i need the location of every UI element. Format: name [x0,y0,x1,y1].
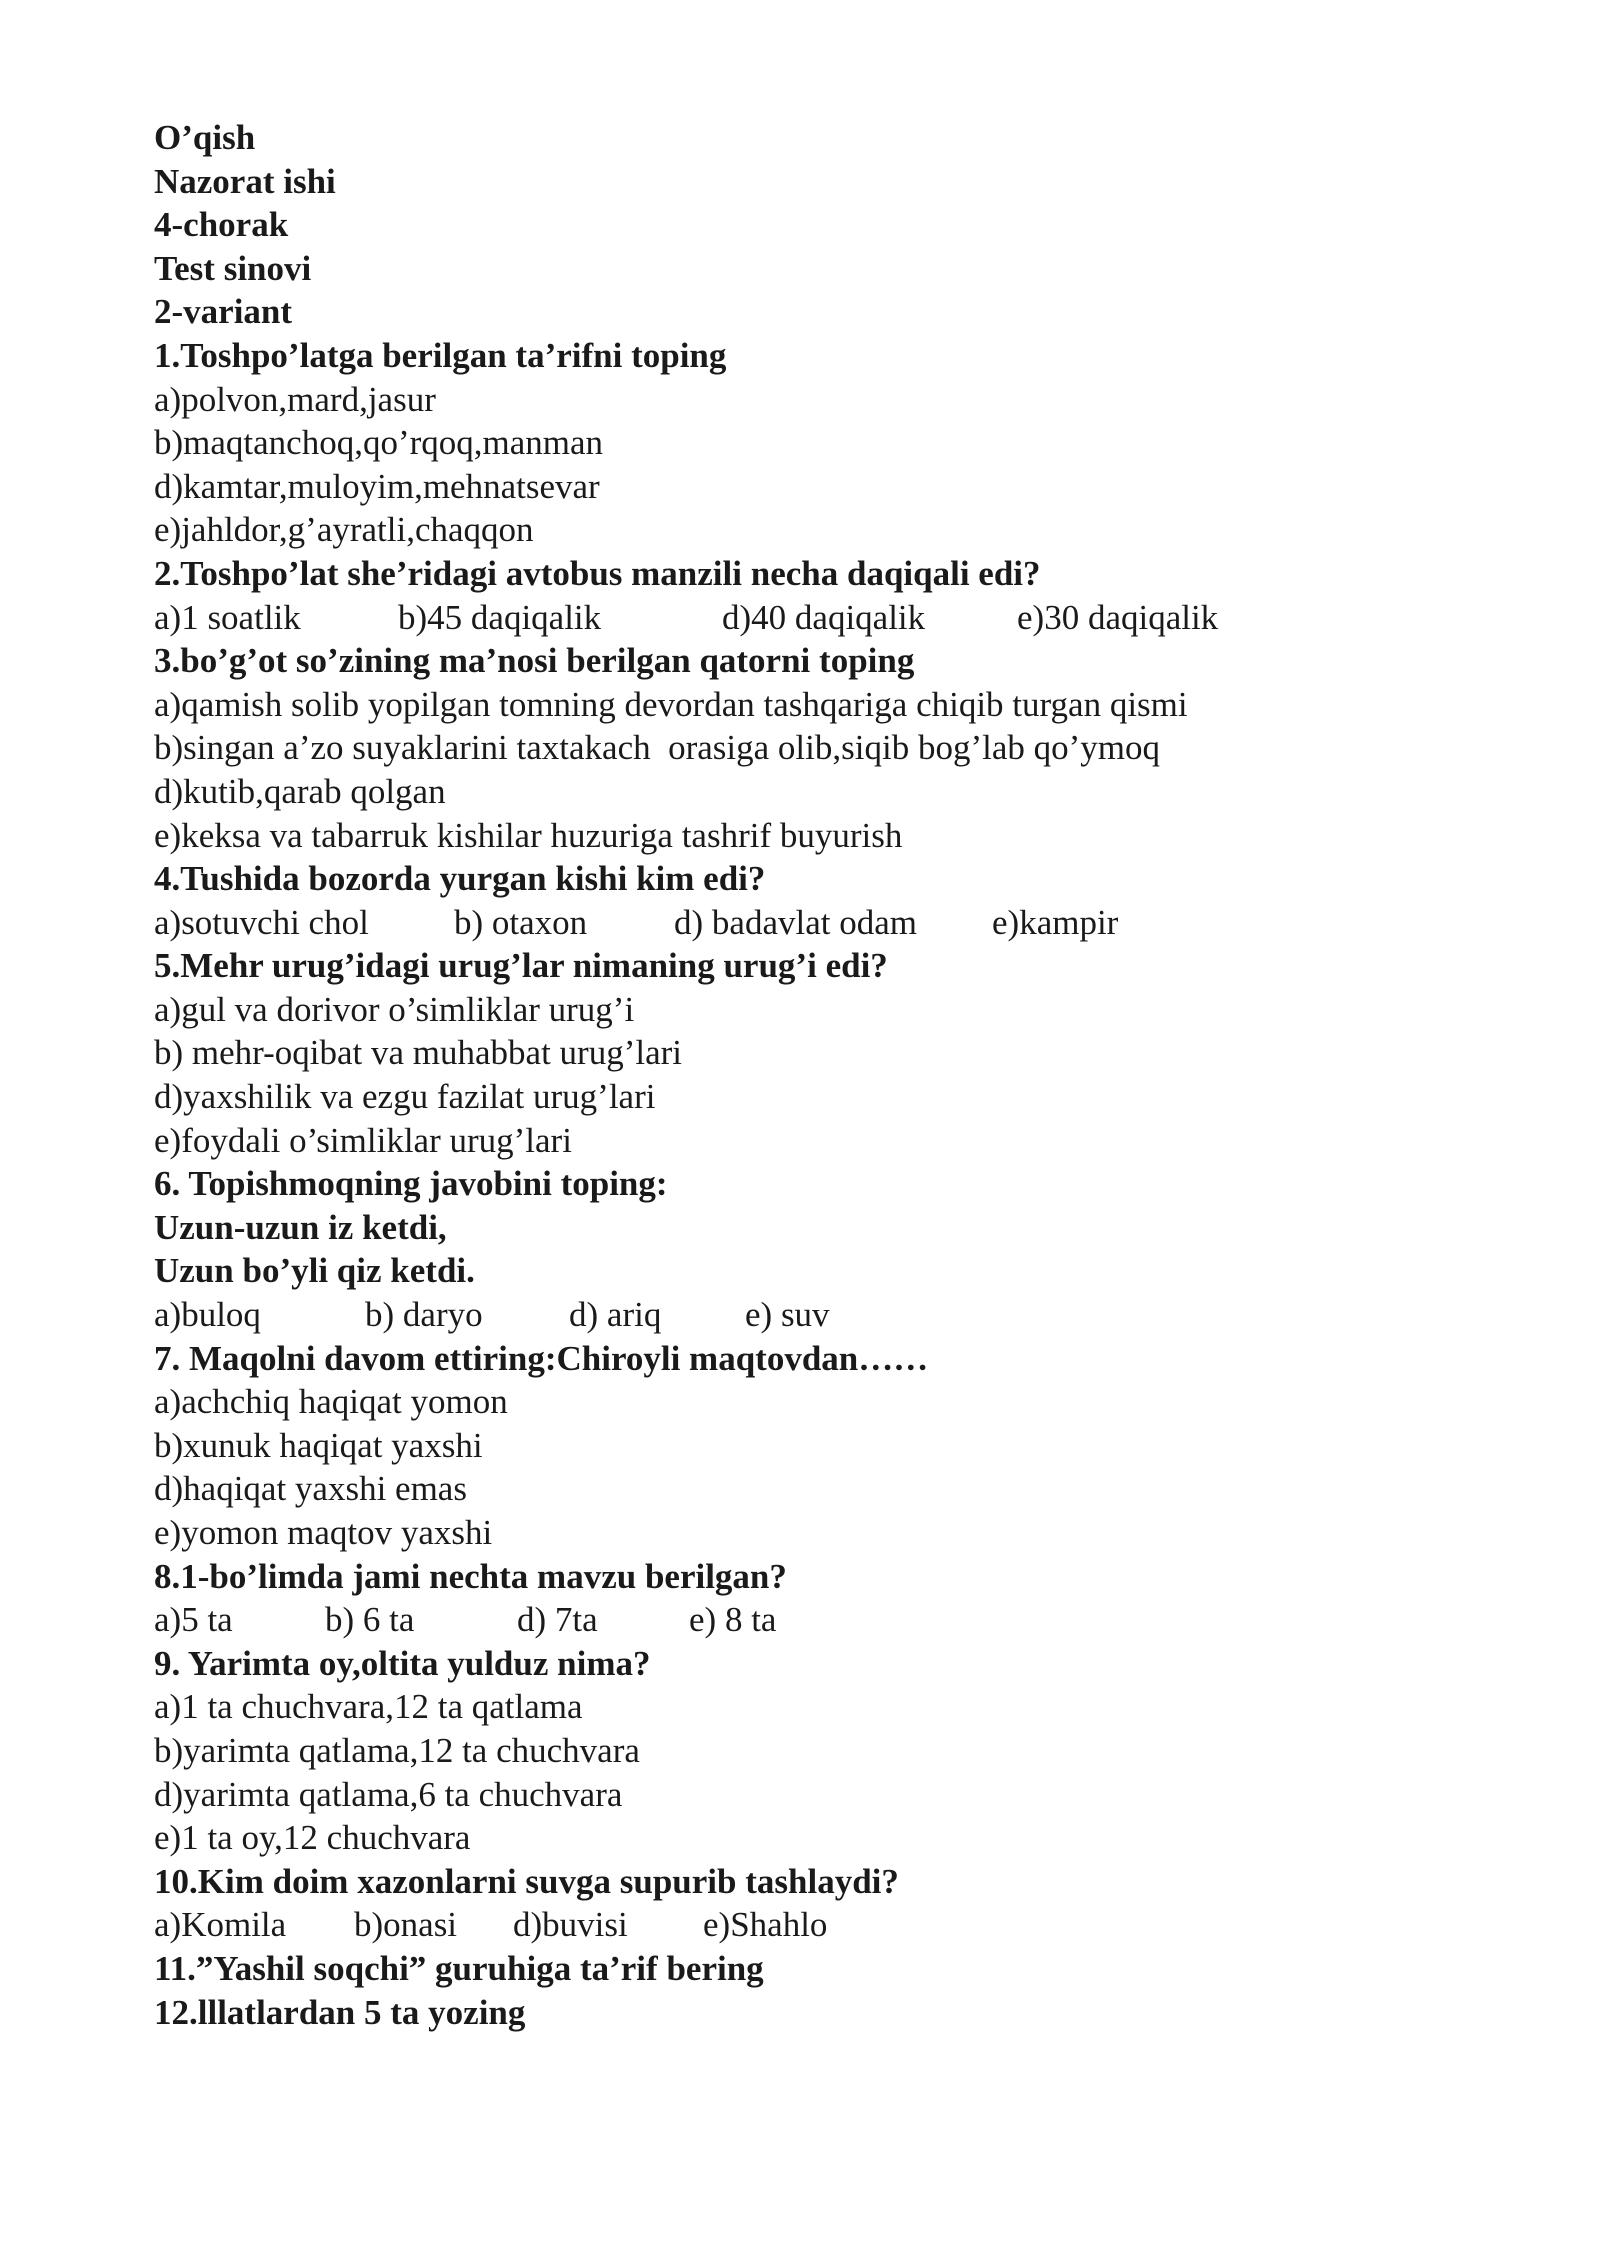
question-10: 10.Kim doim xazonlarni suvga supurib tashlaydi? [154,1861,899,1901]
q7-option-d: d)haqiqat yaxshi emas [154,1469,467,1509]
quarter-label: 4-chorak [154,205,289,245]
q2-option-d: d)40 daqiqalik [722,597,926,637]
q9-option-e: e)1 ta oy,12 chuchvara [154,1818,471,1858]
q8-options-row [154,1598,1554,1642]
q4-option-e: e)kampir [992,902,1119,942]
q8-option-b: b) 6 ta [325,1600,415,1640]
q7-option-e: e)yomon maqtov yaxshi [154,1513,493,1552]
q3-option-d: d)kutib,qarab qolgan [154,771,446,811]
q10-option-d: d)buvisi [513,1905,628,1945]
q6-option-a: a)buloq [154,1295,261,1335]
q2-options-row [154,596,1554,640]
q4-option-d: d) badavlat odam [674,902,917,942]
q10-option-a: a)Komila [154,1905,287,1945]
document-page [154,116,1554,2034]
q8-option-e: e) 8 ta [689,1600,777,1640]
q6-options-row [154,1293,1554,1337]
question-5: 5.Mehr urug’idagi urug’lar nimaning urug’i edi? [154,946,888,986]
q4-option-a: a)sotuvchi chol [154,902,369,942]
q6-option-b: b) daryo [365,1295,483,1335]
q1-option-d: d)kamtar,muloyim,mehnatsevar [154,466,600,506]
q10-option-b: b)onasi [354,1905,458,1945]
q8-option-d: d) 7ta [517,1600,598,1640]
q5-option-d: d)yaxshilik va ezgu fazilat urug’lari [154,1077,656,1117]
q3-option-e: e)keksa va tabarruk kishilar huzuriga tashrif buyurish [154,815,903,855]
q1-option-a: a)polvon,mard,jasur [154,379,436,419]
q5-option-e: e)foydali o’simliklar urug’lari [154,1120,572,1160]
q2-option-b: b)45 daqiqalik [398,597,602,637]
q2-option-e: e)30 daqiqalik [1017,597,1219,637]
question-3: 3.bo’g’ot so’zining ma’nosi berilgan qatorni toping [154,641,915,681]
q6-option-e: e) suv [745,1295,830,1335]
work-type: Nazorat ishi [154,161,336,201]
q8-option-a: a)5 ta [154,1600,233,1640]
question-11: 11.”Yashil soqchi” guruhiga ta’rif bering [154,1948,764,1988]
question-1: 1.Toshpo’latga berilgan ta’rifni toping [154,335,727,375]
q1-option-b: b)maqtanchoq,qo’rqoq,manman [154,423,604,463]
q6-riddle-line-2: Uzun bo’yli qiz ketdi. [154,1251,475,1291]
q9-option-a: a)1 ta chuchvara,12 ta qatlama [154,1687,583,1727]
q6-option-d: d) ariq [569,1295,662,1335]
q6-riddle-line-1: Uzun-uzun iz ketdi, [154,1207,447,1247]
q2-option-a: a)1 soatlik [154,597,301,637]
question-8: 8.1-bo’limda jami nechta mavzu berilgan? [154,1556,787,1596]
question-7: 7. Maqolni davom ettiring:Chiroyli maqtovdan…… [154,1338,929,1378]
q10-options-row [154,1903,1554,1947]
variant-label: 2-variant [154,292,293,332]
q10-option-e: e)Shahlo [703,1905,828,1945]
question-12: 12.lllatlardan 5 ta yozing [154,1992,526,2032]
q4-options-row [154,901,1554,945]
q5-option-b: b) mehr-oqibat va muhabbat urug’lari [154,1033,683,1073]
question-2: 2.Toshpo’lat she’ridagi avtobus manzili necha daqiqali edi? [154,553,1041,593]
q9-option-b: b)yarimta qatlama,12 ta chuchvara [154,1730,640,1770]
question-9: 9. Yarimta oy,oltita yulduz nima? [154,1643,651,1683]
q7-option-a: a)achchiq haqiqat yomon [154,1382,508,1422]
q3-option-a: a)qamish solib yopilgan tomning devordan tashqariga chiqib turgan qismi [154,684,1188,724]
q4-option-b: b) otaxon [454,902,588,942]
test-type: Test sinovi [154,248,312,288]
q9-option-d: d)yarimta qatlama,6 ta chuchvara [154,1774,623,1814]
q7-option-b: b)xunuk haqiqat yaxshi [154,1425,483,1465]
q1-option-e: e)jahldor,g’ayratli,chaqqon [154,510,534,550]
subject-title: O’qish [154,118,256,157]
question-6: 6. Topishmoqning javobini toping: [154,1164,668,1204]
q5-option-a: a)gul va dorivor o’simliklar urug’i [154,989,635,1029]
q3-option-b: b)singan a’zo suyaklarini taxtakach orasiga olib,siqib bog’lab qo’ymoq [154,728,1160,768]
question-4: 4.Tushida bozorda yurgan kishi kim edi? [154,859,766,899]
